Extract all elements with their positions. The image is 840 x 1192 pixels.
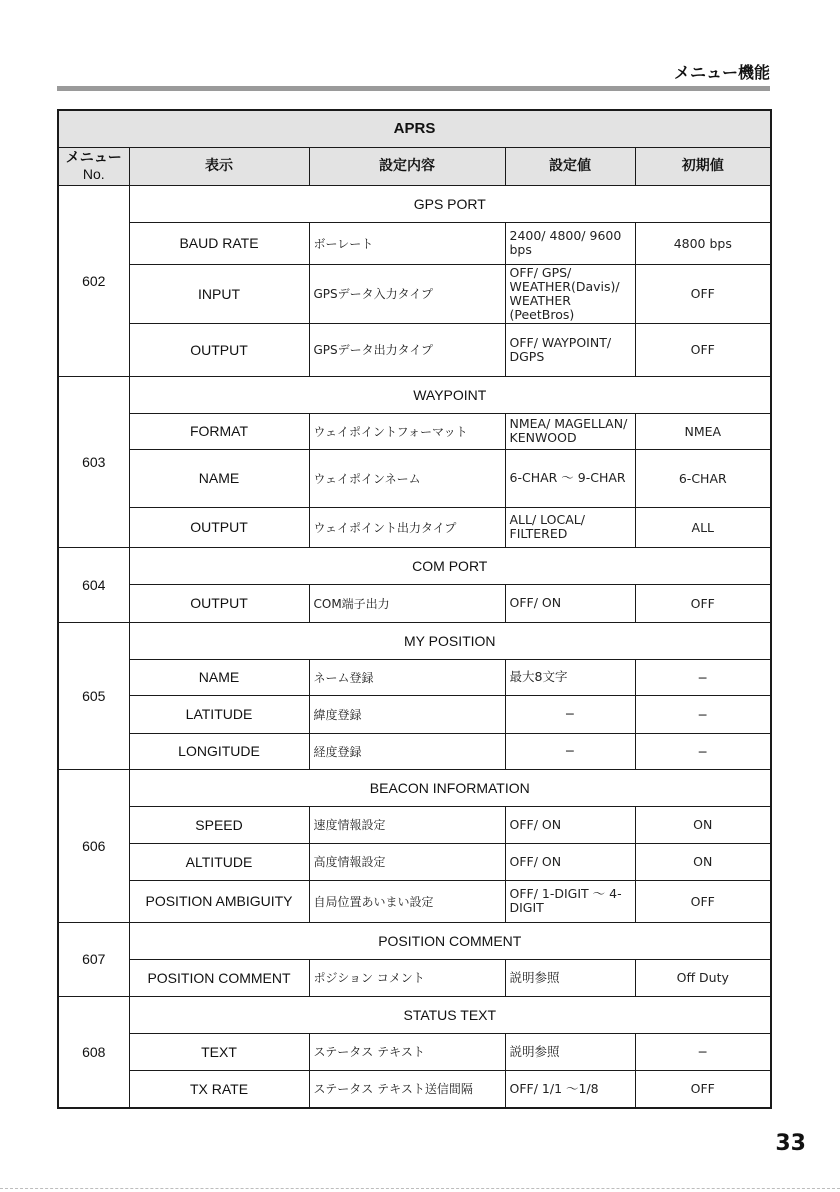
display-cell: TEXT [129,1033,309,1070]
display-cell: NAME [129,659,309,695]
description-cell: GPSデータ出力タイプ [309,323,505,376]
group-title-row [58,185,771,222]
display-cell: OUTPUT [129,584,309,622]
menu-number: 602 [58,185,129,376]
description-cell: ボーレート [309,222,505,264]
values-cell: − [505,733,635,769]
description-cell: ステータス テキスト [309,1033,505,1070]
display-cell: INPUT [129,264,309,323]
display-cell: LONGITUDE [129,733,309,769]
group-title-row [58,922,771,959]
group-title-row [58,547,771,584]
column-header-default: 初期値 [635,147,771,185]
table-row [58,584,771,622]
group-title: POSITION COMMENT [129,922,771,959]
table-row [58,413,771,449]
default-cell: ON [635,806,771,843]
aprs-menu-table [57,109,772,1109]
default-cell: − [635,695,771,733]
group-title-row [58,622,771,659]
default-cell: OFF [635,323,771,376]
description-cell: 緯度登録 [309,695,505,733]
default-cell: OFF [635,880,771,922]
description-cell: 経度登録 [309,733,505,769]
menu-number: 604 [58,547,129,622]
default-cell: OFF [635,584,771,622]
default-cell: OFF [635,1070,771,1108]
values-cell: ALL/ LOCAL/ FILTERED [505,507,635,547]
default-cell: − [635,733,771,769]
page-number: 33 [775,1131,806,1156]
values-cell: OFF/ ON [505,806,635,843]
default-cell: ALL [635,507,771,547]
group-title: MY POSITION [129,622,771,659]
display-cell: FORMAT [129,413,309,449]
table-body [58,185,771,1108]
table-row [58,659,771,695]
description-cell: ウェイポインネーム [309,449,505,507]
description-cell: COM端子出力 [309,584,505,622]
table-row [58,323,771,376]
description-cell: 高度情報設定 [309,843,505,880]
table-row [58,507,771,547]
group-title: STATUS TEXT [129,996,771,1033]
table-row [58,264,771,323]
display-cell: BAUD RATE [129,222,309,264]
values-cell: OFF/ ON [505,843,635,880]
column-header-no: メニュー No. [58,147,129,185]
menu-number: 605 [58,622,129,769]
table-row [58,1033,771,1070]
values-cell: 説明参照 [505,1033,635,1070]
display-cell: TX RATE [129,1070,309,1108]
display-cell: OUTPUT [129,323,309,376]
description-cell: 速度情報設定 [309,806,505,843]
description-cell: ウェイポイントフォーマット [309,413,505,449]
values-cell: OFF/ 1-DIGIT ～ 4-DIGIT [505,880,635,922]
description-cell: GPSデータ入力タイプ [309,264,505,323]
display-cell: OUTPUT [129,507,309,547]
column-header-description: 設定内容 [309,147,505,185]
menu-number: 606 [58,769,129,922]
default-cell: 4800 bps [635,222,771,264]
group-title-row [58,769,771,806]
display-cell: POSITION COMMENT [129,959,309,996]
table-caption: APRS [58,110,771,147]
values-cell: NMEA/ MAGELLAN/ KENWOOD [505,413,635,449]
group-title: WAYPOINT [129,376,771,413]
values-cell: 2400/ 4800/ 9600 bps [505,222,635,264]
default-cell: Off Duty [635,959,771,996]
table-row [58,806,771,843]
menu-number: 603 [58,376,129,547]
display-cell: NAME [129,449,309,507]
values-cell: OFF/ 1/1 ～1/8 [505,1070,635,1108]
table-row [58,880,771,922]
default-cell: ON [635,843,771,880]
header-rule [57,86,770,91]
default-cell: 6-CHAR [635,449,771,507]
group-title: GPS PORT [129,185,771,222]
table-row [58,733,771,769]
description-cell: ステータス テキスト送信間隔 [309,1070,505,1108]
table-row [58,222,771,264]
description-cell: ウェイポイント出力タイプ [309,507,505,547]
section-title: メニュー機能 [673,63,770,82]
values-cell: 説明参照 [505,959,635,996]
values-cell: 6-CHAR ～ 9-CHAR [505,449,635,507]
group-title: BEACON INFORMATION [129,769,771,806]
group-title: COM PORT [129,547,771,584]
values-cell: − [505,695,635,733]
table-row [58,843,771,880]
default-cell: − [635,1033,771,1070]
group-title-row [58,996,771,1033]
values-cell: 最大8文字 [505,659,635,695]
values-cell: OFF/ GPS/ WEATHER(Davis)/ WEATHER (PeetBros) [505,264,635,323]
group-title-row [58,376,771,413]
display-cell: ALTITUDE [129,843,309,880]
menu-number: 608 [58,996,129,1108]
default-cell: NMEA [635,413,771,449]
description-cell: 自局位置あいまい設定 [309,880,505,922]
description-cell: ポジション コメント [309,959,505,996]
values-cell: OFF/ WAYPOINT/ DGPS [505,323,635,376]
table-row [58,695,771,733]
default-cell: OFF [635,264,771,323]
default-cell: − [635,659,771,695]
description-cell: ネーム登録 [309,659,505,695]
table-row [58,449,771,507]
table-row [58,959,771,996]
column-header-display: 表示 [129,147,309,185]
table-row [58,1070,771,1108]
display-cell: LATITUDE [129,695,309,733]
display-cell: SPEED [129,806,309,843]
bottom-dotted-rule [0,1188,840,1190]
display-cell: POSITION AMBIGUITY [129,880,309,922]
menu-number: 607 [58,922,129,996]
values-cell: OFF/ ON [505,584,635,622]
column-header-values: 設定値 [505,147,635,185]
